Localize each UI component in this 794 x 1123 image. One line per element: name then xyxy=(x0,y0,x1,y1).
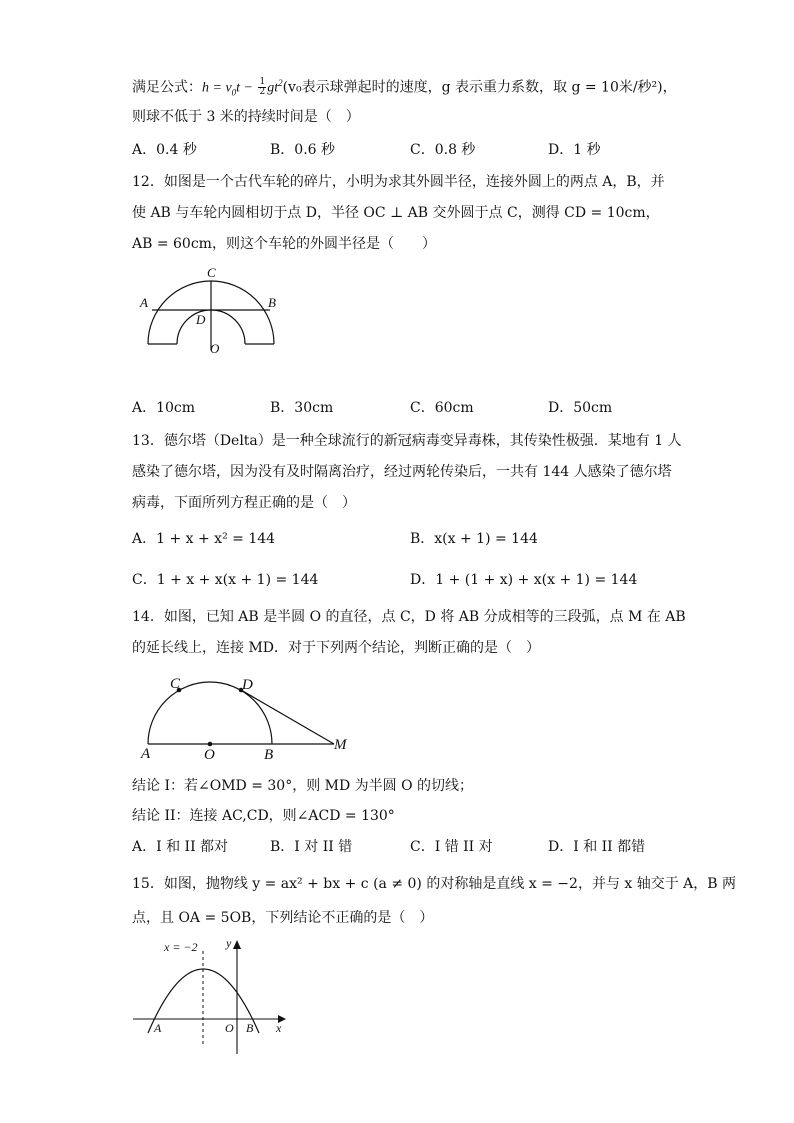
q11-line1: 满足公式：$h = v_0t$ − $\frac{1}{2}$ $gt^2(v_0$表示球弹起时的速度，g 表示重力系数，取 g = 10米/秒²)， xyxy=(132,77,677,98)
q12-option-d[interactable]: D．50cm xyxy=(548,400,613,416)
label-d: D xyxy=(196,312,206,327)
semicircle-arc xyxy=(148,682,272,744)
label-d: D xyxy=(242,677,253,693)
q13-line3: 病毒，下面所列方程正确的是（ ） xyxy=(132,495,356,511)
q14-option-c[interactable]: C．I 错 II 对 xyxy=(410,839,493,855)
q13-option-d[interactable]: D．1 + (1 + x) + x(x + 1) = 144 xyxy=(410,572,638,588)
q11-option-a[interactable]: A．0.4 秒 xyxy=(132,142,197,158)
q13-option-a[interactable]: A．1 + x + x² = 144 xyxy=(132,531,276,547)
q12-option-b[interactable]: B．30cm xyxy=(270,400,334,416)
q12-line2: 使 AB 与车轮内圆相切于点 D，半径 OC ⊥ AB 交外圆于点 C，测得 CD = 10cm， xyxy=(132,205,660,221)
label-c: C xyxy=(207,265,216,280)
q14-conclusion-2: 结论 II：连接 AC,CD，则∠ACD = 130° xyxy=(132,808,395,824)
y-axis-arrow xyxy=(233,940,241,949)
label-o: O xyxy=(204,747,215,763)
semicircle-figure xyxy=(136,668,366,768)
q14-line1: 14．如图，已知 AB 是半圆 O 的直径，点 C，D 将 AB 分成相等的三段弧，点 M 在 AB xyxy=(132,609,686,625)
q13-option-c[interactable]: C．1 + x + x(x + 1) = 144 xyxy=(132,572,319,588)
q14-conclusion-1: 结论 I：若∠OMD = 30°，则 MD 为半圆 O 的切线； xyxy=(132,778,474,794)
q12-line3: AB = 60cm，则这个车轮的外圆半径是（ ） xyxy=(132,236,436,252)
point-o xyxy=(208,742,213,747)
q15-line2: 点，且 OA = 5OB，下列结论不正确的是（ ） xyxy=(132,910,434,926)
label-m: M xyxy=(334,737,347,753)
label-a: A xyxy=(140,295,148,310)
label-a: A xyxy=(154,1021,162,1035)
q12-line1: 12．如图是一个古代车轮的碎片，小明为求其外圆半径，连接外圆上的两点 A，B，并 xyxy=(132,174,665,190)
q12-option-c[interactable]: C．60cm xyxy=(410,400,474,416)
segment-md xyxy=(241,690,334,744)
segment-od xyxy=(210,690,241,744)
label-b: B xyxy=(246,1021,254,1035)
label-x: x xyxy=(276,1021,282,1035)
q14-line2: 的延长线上，连接 MD．对于下列两个结论，判断正确的是（ ） xyxy=(132,640,541,656)
q14-option-d[interactable]: D．I 和 II 都错 xyxy=(548,839,646,855)
q15-line1: 15．如图，抛物线 y = ax² + bx + c (a ≠ 0) 的对称轴是直线 x = −2，并与 x 轴交于 A，B 两 xyxy=(132,876,737,892)
q12-option-a[interactable]: A．10cm xyxy=(132,400,196,416)
q11-option-d[interactable]: D．1 秒 xyxy=(548,142,601,158)
q14-option-b[interactable]: B．I 对 II 错 xyxy=(270,839,353,855)
q13-line1: 13．德尔塔（Delta）是一种全球流行的新冠病毒变异毒株，其传染性极强．某地有 1 人 xyxy=(132,433,682,449)
label-o: O xyxy=(210,341,220,356)
label-axis-line: x = −2 xyxy=(164,940,198,954)
q11-line2: 则球不低于 3 米的持续时间是（ ） xyxy=(132,109,360,125)
q11-option-c[interactable]: C．0.8 秒 xyxy=(410,142,476,158)
q11-option-b[interactable]: B．0.6 秒 xyxy=(270,142,336,158)
label-c: C xyxy=(170,676,181,692)
label-o: O xyxy=(225,1021,234,1035)
parabola-figure xyxy=(130,935,300,1060)
q13-option-b[interactable]: B．x(x + 1) = 144 xyxy=(410,531,538,547)
label-y: y xyxy=(226,936,232,950)
wheel-fragment-figure xyxy=(130,262,290,362)
label-b: B xyxy=(268,295,276,310)
label-b: B xyxy=(264,747,274,763)
q13-line2: 感染了德尔塔，因为没有及时隔离治疗，经过两轮传染后，一共有 144 人感染了德尔塔 xyxy=(132,464,672,480)
fraction-one-half: $\frac{1}{2}$ xyxy=(259,77,266,98)
label-a: A xyxy=(141,746,151,762)
q14-option-a[interactable]: A．I 和 II 都对 xyxy=(132,839,229,855)
